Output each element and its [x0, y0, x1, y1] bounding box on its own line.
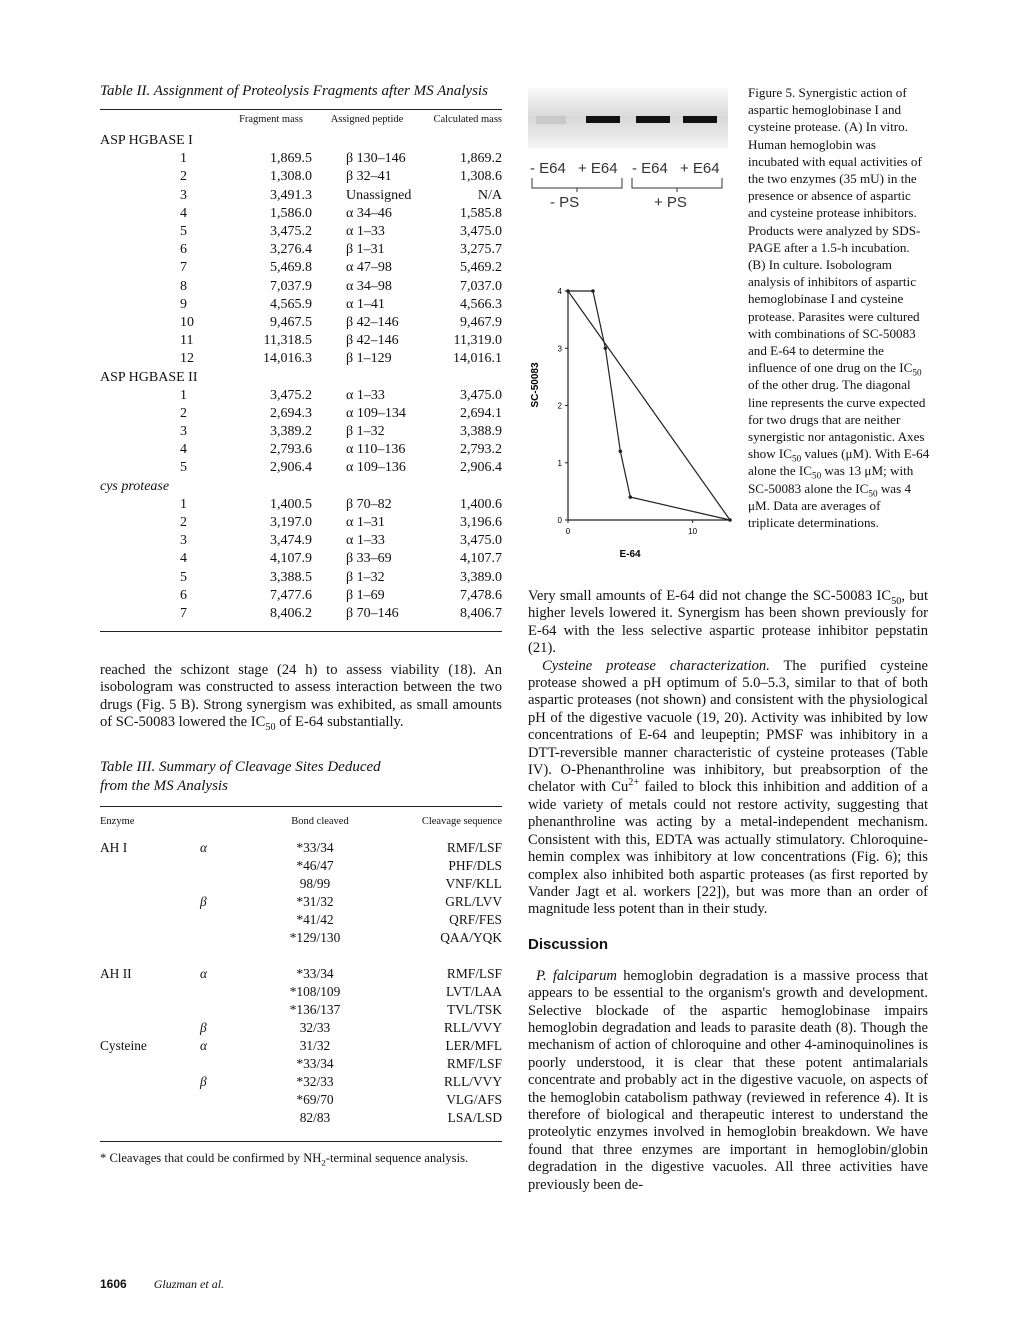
- table3-cell-enzyme: AH I: [100, 839, 128, 855]
- table2-cell-index: 1: [180, 151, 187, 167]
- table2-cell-peptide: β 1–32: [346, 424, 385, 440]
- table3-cell-sequence: GRL/LVV: [445, 893, 502, 909]
- table3-cell-bond: 82/83: [299, 1109, 331, 1125]
- table3-cell-enzyme: [100, 875, 200, 893]
- table2-cell-fragment: 2,694.3: [270, 405, 312, 421]
- table2-cell-fragment: 1,308.0: [270, 169, 312, 185]
- table3-cell-bond: *33/34: [296, 1055, 334, 1071]
- table3-cell-enzyme: [100, 929, 200, 947]
- table2-cell-calculated: N/A: [477, 187, 502, 203]
- table-row: [100, 332, 502, 350]
- table2-cell-fragment: 3,389.2: [270, 424, 312, 440]
- table2-cell-peptide: β 1–69: [346, 587, 385, 603]
- table2-cell-calculated: 3,475.0: [460, 533, 502, 549]
- table-row: [100, 965, 502, 983]
- chart-y-tick-label: 1: [557, 458, 562, 468]
- table-row: [100, 350, 502, 368]
- table-row: [100, 893, 502, 911]
- table2-group-row: [100, 478, 502, 496]
- left-column: [100, 82, 502, 1166]
- table2-cell-peptide: α 109–134: [346, 405, 406, 421]
- table3-cell-sequence: RLL/VVY: [443, 1073, 502, 1089]
- table2-cell-calculated: 8,406.7: [460, 605, 502, 621]
- table3-cell-bond: *46/47: [296, 857, 334, 873]
- table3-cell-enzyme: Cysteine: [100, 1037, 147, 1053]
- table2-cell-peptide: α 110–136: [346, 442, 406, 458]
- table2-cell-fragment: 3,276.4: [270, 242, 312, 258]
- table3-header-enzyme: Enzyme: [100, 815, 135, 827]
- isobologram-chart: [520, 275, 750, 575]
- table2-cell-peptide: β 130–146: [346, 151, 406, 167]
- table3-cell-bond: *33/34: [296, 839, 334, 855]
- table2-cell-index: 5: [180, 224, 187, 240]
- table-row: [100, 441, 502, 459]
- table3-cell-enzyme: [100, 1001, 200, 1019]
- table2-cell-index: 1: [180, 496, 187, 512]
- table2-cell-index: 10: [180, 314, 194, 330]
- table2-cell-calculated: 7,037.0: [460, 278, 502, 294]
- gel-lane-label: + E64: [680, 160, 720, 177]
- table3-cell-chain: [200, 911, 260, 929]
- table2-cell-index: 5: [180, 460, 187, 476]
- table2-header-peptide: Assigned peptide: [330, 114, 404, 125]
- table3-cell-sequence: RMF/LSF: [446, 839, 502, 855]
- table2-cell-fragment: 4,107.9: [270, 551, 312, 567]
- table3-cell-sequence: QRF/FES: [449, 911, 502, 927]
- table-row: [100, 947, 502, 965]
- table3-cell-enzyme: [100, 983, 200, 1001]
- right-paragraph-3: [528, 968, 928, 1194]
- table2-cell-peptide: β 1–129: [346, 351, 392, 367]
- table2-title: Table II. Assignment of Proteolysis Fragments after MS Analysis: [100, 83, 488, 99]
- table2-cell-calculated: 7,478.6: [460, 587, 502, 603]
- table-row: [100, 314, 502, 332]
- table-row: [100, 1091, 502, 1109]
- table-row: [100, 1019, 502, 1037]
- table-row: [100, 839, 502, 857]
- table3-cell-enzyme: [100, 1109, 200, 1127]
- table2-cell-index: 6: [180, 242, 187, 258]
- left-paragraph: reached the schizont stage (24 h) to assess viability (18). An isobologram was constructed to assess interaction between the two drugs (Fig. 5 B). Strong synergism was exhibited, as small amounts of SC-50083 lowered the $IC_{50}$ of E-64 substantially.: [100, 662, 502, 734]
- table3-cell-sequence: VLG/AFS: [446, 1091, 502, 1107]
- table3-cell-sequence: TVL/TSK: [446, 1001, 502, 1017]
- table2-cell-calculated: 3,275.7: [460, 242, 502, 258]
- table-row: [100, 1073, 502, 1091]
- table2-cell-index: 4: [180, 442, 187, 458]
- table2-header-row: [100, 110, 502, 132]
- table-row: [100, 296, 502, 314]
- table2-cell-peptide: α 1–33: [346, 224, 385, 240]
- table2-cell-fragment: 2,906.4: [270, 460, 312, 476]
- table2-cell-fragment: 14,016.3: [263, 351, 312, 367]
- table3-cell-chain: α: [200, 1037, 208, 1053]
- table3-bottom-rule: [100, 1141, 502, 1142]
- table3-cell-chain: [200, 1091, 260, 1109]
- table3-cell-sequence: QAA/YQK: [440, 929, 502, 945]
- gel-band: [536, 116, 566, 124]
- table3-cell-sequence: LER/MFL: [445, 1037, 502, 1053]
- page-footer: [100, 1277, 224, 1292]
- table-row: [100, 459, 502, 477]
- table3-cell-sequence: LSA/LSD: [447, 1109, 502, 1125]
- chart-y-tick-label: 2: [557, 401, 562, 411]
- table2-cell-peptide: α 109–136: [346, 460, 406, 476]
- table2-cell-fragment: 3,491.3: [270, 187, 312, 203]
- table-row: [100, 278, 502, 296]
- table2-cell-fragment: 1,400.5: [270, 496, 312, 512]
- table-row: [100, 496, 502, 514]
- table-row: [100, 205, 502, 223]
- table2-cell-calculated: 1,585.8: [460, 205, 502, 221]
- table3-header-bond: Bond cleaved: [291, 815, 349, 827]
- chart-data-point: [629, 495, 633, 499]
- table3-cell-chain: [200, 947, 260, 965]
- table-row: [100, 911, 502, 929]
- table3-header-sequence: Cleavage sequence: [421, 815, 502, 827]
- table-row: [100, 387, 502, 405]
- table2-cell-index: 5: [180, 569, 187, 585]
- gel-lane-label: - E64: [632, 160, 668, 177]
- table2-cell-index: 4: [180, 205, 187, 221]
- running-authors: Gluzman et al.: [153, 1277, 225, 1291]
- table2-cell-fragment: 7,037.9: [270, 278, 312, 294]
- table3-cell-chain: β: [200, 1073, 207, 1089]
- table2-group-label: ASP HGBASE II: [100, 369, 198, 385]
- table3-cell-chain: [200, 857, 260, 875]
- table2-cell-peptide: β 70–82: [346, 496, 392, 512]
- table2-cell-index: 11: [180, 333, 194, 349]
- table2-cell-index: 12: [180, 351, 194, 367]
- table2-cell-index: 7: [180, 260, 187, 276]
- gel-group-label: + PS: [654, 194, 687, 211]
- table2-cell-fragment: 4,565.9: [270, 296, 312, 312]
- table3-cell-chain: β: [200, 893, 207, 909]
- chart-x-tick-label: 0: [565, 527, 571, 536]
- table2-cell-peptide: β 1–32: [346, 569, 385, 585]
- table2-cell-fragment: 1,869.5: [270, 151, 312, 167]
- table3-cell-bond: 98/99: [299, 875, 331, 891]
- table3-cell-enzyme: [100, 911, 200, 929]
- table2-bottom-rule: [100, 631, 502, 632]
- table-row: [100, 150, 502, 168]
- table2-cell-index: 4: [180, 551, 187, 567]
- table2-cell-fragment: 9,467.5: [270, 314, 312, 330]
- chart-x-tick-label: 10: [688, 527, 698, 536]
- table-row: [100, 929, 502, 947]
- table2-cell-peptide: β 32–41: [346, 169, 392, 185]
- table2-cell-calculated: 1,308.6: [460, 169, 502, 185]
- table2-cell-calculated: 2,906.4: [460, 460, 502, 476]
- table2-cell-fragment: 7,477.6: [270, 587, 312, 603]
- figure5-gel: [528, 88, 728, 148]
- table-row: [100, 1037, 502, 1055]
- chart-data-point: [604, 346, 608, 350]
- gel-group-labels: [528, 194, 728, 214]
- table3-cell-chain: [200, 983, 260, 1001]
- table2-cell-index: 2: [180, 515, 187, 531]
- table-row: [100, 259, 502, 277]
- table3-title: [100, 758, 502, 796]
- table3-cell-sequence: PHF/DLS: [448, 857, 502, 873]
- chart-plot-area: [558, 287, 732, 536]
- table2-cell-peptide: α 1–31: [346, 515, 385, 531]
- table-row: [100, 569, 502, 587]
- table2-cell-calculated: 4,566.3: [460, 296, 502, 312]
- chart-data-point: [619, 450, 623, 454]
- table2-cell-peptide: α 1–41: [346, 296, 385, 312]
- table-row: [100, 605, 502, 623]
- table3-cell-chain: [200, 1001, 260, 1019]
- table3-cell-chain: [200, 1055, 260, 1073]
- table2-cell-fragment: 3,475.2: [270, 387, 312, 403]
- table-row: [100, 983, 502, 1001]
- table3-cell-bond: [260, 947, 380, 965]
- table-row: [100, 532, 502, 550]
- figure5-caption: Figure 5. Synergistic action of aspartic hemoglobinase I and cysteine protease. (A) In vitro. Human hemoglobin was incubated with equal activities of the two enzymes (35 mU) in the presence or absence of aspartic and cysteine protease inhibitors. Products were analyzed by SDS-PAGE after a 1.5-h incubation. (B) In culture. Isobologram analysis of inhibitors of aspartic hemoglobinase I and cysteine protease. Parasites were cultured with combinations of SC-50083 and E-64 to determine the influence of one drug on the $IC_{50}$ of the other drug. The diagonal line represents the curve expected for two drugs that are neither synergistic nor antagonistic. Axes show $IC_{50}$ values (μM). With E-64 alone the $IC_{50}$ was 13 μM; with SC-50083 alone the $IC_{50}$ was 4 μM. Data are averages of triplicate determinations.: [748, 85, 930, 531]
- table3-cell-enzyme: [100, 1019, 200, 1037]
- chart-y-tick-label: 0: [557, 516, 562, 525]
- table2-cell-fragment: 11,318.5: [263, 333, 312, 349]
- table2-cell-peptide: α 34–46: [346, 205, 392, 221]
- table-row: [100, 1055, 502, 1073]
- table-row: [100, 241, 502, 259]
- table2-cell-calculated: 11,319.0: [453, 333, 502, 349]
- chart-series-line: [568, 291, 730, 520]
- gel-image: [528, 88, 728, 148]
- table3-cell-chain: α: [200, 839, 208, 855]
- table2-cell-calculated: 2,694.1: [460, 405, 502, 421]
- table2-cell-peptide: α 34–98: [346, 278, 392, 294]
- table-row: [100, 857, 502, 875]
- table2-cell-calculated: 3,389.0: [460, 569, 502, 585]
- gel-brackets: [528, 176, 728, 192]
- table2-cell-peptide: β 33–69: [346, 551, 392, 567]
- table2-cell-calculated: 5,469.2: [460, 260, 502, 276]
- table3-cell-bond: *32/33: [296, 1073, 334, 1089]
- table2-cell-calculated: 1,400.6: [460, 496, 502, 512]
- table2-cell-fragment: 5,469.8: [270, 260, 312, 276]
- table3-cell-enzyme: [100, 1091, 200, 1109]
- table3-cell-bond: *69/70: [296, 1091, 334, 1107]
- table2-cell-calculated: 14,016.1: [453, 351, 502, 367]
- table2-group-label: cys protease: [100, 478, 170, 494]
- page-number: 1606: [100, 1277, 127, 1291]
- table3-cell-enzyme: [100, 1055, 200, 1073]
- table3-cell-bond: *108/109: [289, 983, 341, 999]
- table2-cell-index: 3: [180, 187, 187, 203]
- gel-group-label: - PS: [550, 194, 580, 211]
- table2-cell-peptide: Unassigned: [346, 187, 412, 203]
- table3: [100, 807, 502, 1127]
- gel-band: [636, 116, 670, 123]
- table3-cell-bond: *33/34: [296, 965, 334, 981]
- table2-cell-fragment: 2,793.6: [270, 442, 312, 458]
- table2-cell-fragment: 3,197.0: [270, 515, 312, 531]
- table3-cell-bond: *41/42: [296, 911, 334, 927]
- table3-cell-sequence: RLL/VVY: [443, 1019, 502, 1035]
- table3-title-line2: from the MS Analysis: [100, 777, 228, 794]
- table-row: [100, 1001, 502, 1019]
- table-row: [100, 550, 502, 568]
- table2-cell-peptide: α 1–33: [346, 533, 385, 549]
- table3-cell-enzyme: [100, 857, 200, 875]
- table-row: [100, 875, 502, 893]
- table2-cell-peptide: β 1–31: [346, 242, 385, 258]
- species-name: P. falciparum: [536, 967, 617, 984]
- table3-cell-chain: [200, 1109, 260, 1127]
- table2-cell-peptide: β 42–146: [346, 333, 399, 349]
- table3-cell-sequence: LVT/LAA: [445, 983, 502, 999]
- table-row: [100, 405, 502, 423]
- table3-cell-sequence: RMF/LSF: [446, 965, 502, 981]
- table3-cell-bond: *129/130: [289, 929, 341, 945]
- table2: [100, 110, 502, 623]
- table2-group-row: [100, 132, 502, 150]
- table3-cell-bond: 32/33: [299, 1019, 331, 1035]
- chart-x-axis-label: E-64: [619, 549, 641, 560]
- table3-cell-enzyme: [100, 893, 200, 911]
- table3-cell-chain: [200, 875, 260, 893]
- right-paragraph-2: Cysteine protease characterization. The purified cysteine protease showed a pH optimum of 5.0–5.3, similar to that of both aspartic proteases (not shown) and consistent with the physiological pH of the digestive vacuole (19, 20). Activity was inhibited by low concentrations of E-64 and leupeptin; PMSF was inhibitory in a DTT-reversible manner characteristic of cysteine proteases (Table IV). O-Phenanthroline was inhibitory, but preabsorption of the chelator with $Cu^{2+}$ failed to block this inhibition and addition of a wide variety of metals could not restore activity, suggesting that phenanthroline was acting by a metal-independent mechanism. Consistent with this, EDTA was actually stimulatory. Chloroquine-hemin complex was inhibitory at low concentrations (Fig. 6); this complex also inhibited both aspartic proteases (as first reported by Vander Jagt et al. workers [22]), but was more than an order of magnitude less potent than in their study.: [528, 657, 929, 918]
- table2-cell-peptide: α 47–98: [346, 260, 392, 276]
- table-row: [100, 587, 502, 605]
- section-inline-head: Cysteine protease characterization.: [542, 657, 770, 674]
- right-paragraph-3-text: hemoglobin degradation is a massive process that appears to be essential to the organism's growth and development. Selective blockade of the aspartic hemoglobinase impairs hemoglobin degradation and leads to parasite death (8). Though the mechanism of action of chloroquine and other 4-aminoquinolines is poorly understood, it is clear that these potent antimalarials concentrate and probably act in the digestive vacuole, on aspects of the hemoglobin catabolism pathway (reviewed in reference 4). It is therefore of biological and therapeutic interest to understand the proteolytic enzymes involved in hemoglobin breakdown. We have found that three enzymes are important in hemoglobin/globin degradation in the digestive vacuoles. All three activities have previously been de-: [528, 967, 928, 1193]
- table2-cell-peptide: β 42–146: [346, 314, 399, 330]
- table3-cell-bond: 31/32: [299, 1037, 331, 1053]
- table2-cell-index: 7: [180, 605, 187, 621]
- table-row: [100, 168, 502, 186]
- table-row: [100, 187, 502, 205]
- table3-header-row: [100, 807, 502, 839]
- table3-cell-enzyme: [100, 1073, 200, 1091]
- gel-lane-label: + E64: [578, 160, 618, 177]
- table2-cell-index: 2: [180, 405, 187, 421]
- chart-y-tick-label: 3: [557, 344, 562, 354]
- table3-cell-sequence: VNF/KLL: [445, 875, 502, 891]
- chart-data-point: [591, 289, 595, 293]
- table2-cell-fragment: 3,475.2: [270, 224, 312, 240]
- table2-header-fragment: Fragment mass: [239, 114, 303, 125]
- table2-cell-index: 3: [180, 424, 187, 440]
- table3-cell-sequence: RMF/LSF: [446, 1055, 502, 1071]
- table2-cell-index: 1: [180, 387, 187, 403]
- table2-cell-calculated: 3,475.0: [460, 224, 502, 240]
- gel-band: [586, 116, 620, 123]
- table3-title-line1: Table III. Summary of Cleavage Sites Deduced: [100, 758, 381, 775]
- table2-cell-calculated: 9,467.9: [460, 314, 502, 330]
- gel-band: [683, 116, 717, 123]
- discussion-heading: Discussion: [528, 935, 609, 953]
- table2-cell-peptide: α 1–33: [346, 387, 385, 403]
- table2-cell-index: 9: [180, 296, 187, 312]
- table2-cell-peptide: β 70–146: [346, 605, 399, 621]
- table2-cell-calculated: 3,388.9: [460, 424, 502, 440]
- chart-y-tick-label: 4: [557, 287, 562, 296]
- table-row: [100, 223, 502, 241]
- gel-lane-label: - E64: [530, 160, 566, 177]
- chart-y-axis-label: SC-50083: [530, 362, 541, 408]
- table2-cell-index: 8: [180, 278, 187, 294]
- right-paragraph-1: Very small amounts of E-64 did not change the SC-50083 $IC_{50}$, but higher levels lowered it. Synergism has been shown previously for E-64 with the less selective aspartic protease inhibitor pepstatin (21).: [528, 588, 928, 657]
- table-row: [100, 1109, 502, 1127]
- table3-footnote: * Cleavages that could be confirmed by $NH_2$-terminal sequence analysis.: [100, 1150, 469, 1168]
- table3-cell-chain: β: [200, 1019, 207, 1035]
- table2-header-calculated: Calculated mass: [433, 114, 502, 125]
- table3-cell-enzyme: AH II: [100, 965, 132, 981]
- table2-cell-calculated: 3,475.0: [460, 387, 502, 403]
- table2-group-label: ASP HGBASE I: [100, 133, 193, 149]
- table2-cell-calculated: 2,793.2: [460, 442, 502, 458]
- table3-cell-enzyme: [100, 947, 200, 965]
- table3-cell-bond: *31/32: [296, 893, 334, 909]
- table-row: [100, 514, 502, 532]
- table2-cell-index: 2: [180, 169, 187, 185]
- table3-cell-chain: α: [200, 965, 208, 981]
- table2-cell-calculated: 3,196.6: [460, 515, 502, 531]
- table2-cell-index: 3: [180, 533, 187, 549]
- table2-cell-fragment: 8,406.2: [270, 605, 312, 621]
- table2-cell-fragment: 1,586.0: [270, 205, 312, 221]
- table3-cell-sequence: [380, 947, 502, 965]
- table2-cell-fragment: 3,474.9: [270, 533, 312, 549]
- table-row: [100, 423, 502, 441]
- table3-cell-chain: [200, 929, 260, 947]
- table3-cell-bond: *136/137: [289, 1001, 341, 1017]
- table2-cell-calculated: 1,869.2: [460, 151, 502, 167]
- table2-cell-calculated: 4,107.7: [460, 551, 502, 567]
- right-column: [528, 588, 928, 1194]
- table2-cell-index: 6: [180, 587, 187, 603]
- table2-cell-fragment: 3,388.5: [270, 569, 312, 585]
- table2-group-row: [100, 368, 502, 386]
